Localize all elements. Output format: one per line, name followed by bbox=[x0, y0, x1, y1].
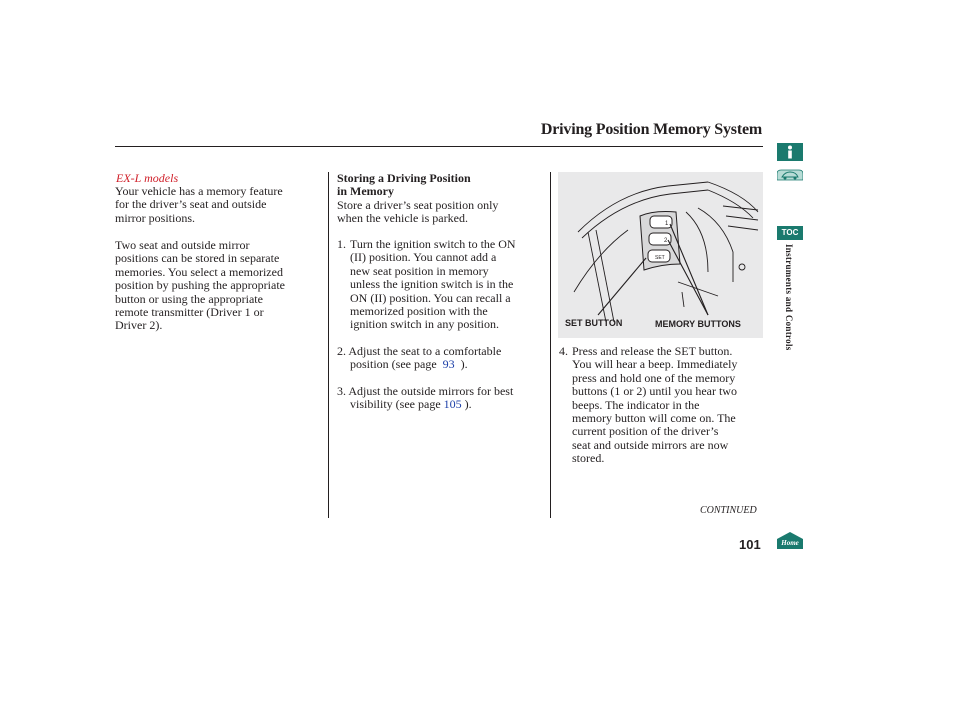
set-button-label: SET bbox=[655, 255, 665, 261]
text-line: memorized position with the bbox=[350, 304, 488, 319]
step4-text bbox=[572, 345, 737, 466]
home-label: Home bbox=[781, 539, 799, 547]
car-icon bbox=[777, 168, 803, 182]
model-tag: EX-L models bbox=[116, 171, 179, 185]
section-side-label: Instruments and Controls bbox=[784, 244, 794, 351]
col1-para2 bbox=[115, 239, 285, 333]
index-button[interactable] bbox=[777, 167, 803, 186]
text-line: beeps. The indicator in the bbox=[572, 397, 700, 412]
section-heading bbox=[337, 172, 471, 199]
text-line bbox=[337, 358, 501, 371]
text-line: Press and release the SET button. bbox=[572, 344, 733, 358]
text-line: press and hold one of the memory bbox=[572, 370, 736, 385]
info-icon bbox=[777, 143, 803, 161]
text-line: seat and outside mirrors are now bbox=[572, 437, 729, 452]
text-line: when the vehicle is parked. bbox=[337, 211, 468, 226]
text-line: (II) position. You cannot add a bbox=[350, 250, 497, 265]
text-line: Your vehicle has a memory feature bbox=[115, 184, 283, 198]
text-line: You will hear a beep. Immediately bbox=[572, 357, 738, 372]
memory-buttons-figure bbox=[558, 172, 763, 338]
text-line: ignition switch in any position. bbox=[350, 317, 499, 332]
step1-number: 1. bbox=[337, 237, 346, 251]
set-button-callout: SET BUTTON bbox=[565, 318, 623, 328]
memory-buttons-callout: MEMORY BUTTONS bbox=[655, 319, 741, 329]
text-line: mirror positions. bbox=[115, 210, 195, 225]
continued-label: CONTINUED bbox=[700, 505, 757, 516]
text-line: position by pushing the appropriate bbox=[115, 278, 285, 293]
memory-button-2-label: 2 bbox=[664, 238, 668, 244]
step3-text bbox=[337, 385, 513, 412]
text-span: visibility (see page bbox=[350, 397, 441, 412]
text-line: Driver 2). bbox=[115, 318, 163, 333]
text-span: ). bbox=[464, 397, 472, 412]
page-title: Driving Position Memory System bbox=[540, 121, 762, 138]
text-line: memory button will come on. The bbox=[572, 411, 736, 426]
switch-panel bbox=[640, 212, 680, 271]
heading-line: in Memory bbox=[337, 184, 394, 199]
home-button[interactable] bbox=[777, 532, 803, 553]
toc-button[interactable]: TOC bbox=[777, 226, 803, 240]
intro-text bbox=[337, 199, 498, 226]
text-span: ). bbox=[460, 357, 468, 372]
column-divider bbox=[550, 172, 551, 518]
col1-para1 bbox=[115, 185, 283, 225]
text-line: Store a driver’s seat position only bbox=[337, 198, 499, 212]
page-link-93[interactable]: 93 bbox=[442, 357, 455, 372]
info-button[interactable] bbox=[777, 143, 803, 165]
text-line: Two seat and outside mirror bbox=[115, 238, 250, 252]
text-line: memories. You select a memorized bbox=[115, 264, 283, 279]
page-number: 101 bbox=[739, 537, 761, 552]
text-line: remote transmitter (Driver 1 or bbox=[115, 305, 264, 320]
title-divider bbox=[115, 146, 763, 147]
text-line: 2. Adjust the seat to a comfortable bbox=[337, 344, 502, 358]
text-line: 3. Adjust the outside mirrors for best bbox=[337, 384, 514, 398]
text-line: button or using the appropriate bbox=[115, 291, 263, 306]
step1-text bbox=[350, 238, 516, 332]
text-line: new seat position in memory bbox=[350, 263, 489, 278]
step4-number: 4. bbox=[559, 344, 568, 358]
text-line: Turn the ignition switch to the ON bbox=[350, 237, 516, 251]
home-icon bbox=[777, 532, 803, 549]
text-line: current position of the driver’s bbox=[572, 424, 719, 439]
text-line: for the driver’s seat and outside bbox=[115, 197, 267, 212]
text-line: stored. bbox=[572, 451, 605, 466]
text-line: positions can be stored in separate bbox=[115, 251, 280, 266]
memory-button-1-label: 1 bbox=[665, 221, 669, 227]
text-line: buttons (1 or 2) until you hear two bbox=[572, 384, 737, 399]
text-line: ON (II) position. You can recall a bbox=[350, 290, 511, 305]
text-line bbox=[337, 398, 513, 411]
text-line: unless the ignition switch is in the bbox=[350, 277, 514, 292]
column-divider bbox=[328, 172, 329, 518]
step2-text bbox=[337, 345, 501, 372]
text-span: position (see page bbox=[350, 357, 437, 372]
door-panel-illustration bbox=[558, 172, 763, 338]
heading-line: Storing a Driving Position bbox=[337, 171, 471, 185]
page-link-105[interactable]: 105 bbox=[443, 397, 462, 412]
